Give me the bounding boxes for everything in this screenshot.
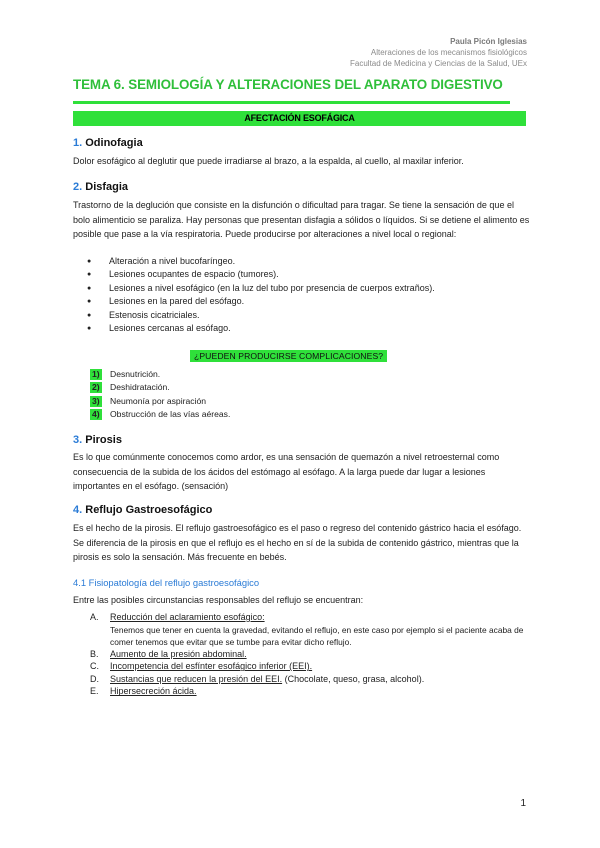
list-item: ● Lesiones en la pared del esófago. xyxy=(73,295,435,308)
item-number: 1) xyxy=(92,369,100,379)
subheading-fisiopatologia: 4.1 Fisiopatología del reflujo gastroesofágico xyxy=(73,577,260,588)
heading-number: 2. xyxy=(73,181,83,193)
paragraph-reflujo: Es el hecho de la pirosis. El reflujo gastroesofágico es el paso o regreso del contenido gástrico hacia el esófago. Se diferencia de la pirosis en que el reflujo es el hecho en sí de la subida de contenido gástrico, mientras que la pirosis es solo la sensación. Más frecuente en bebés. xyxy=(73,523,522,563)
page-number: 1 xyxy=(520,798,526,809)
disfagia-causes-list xyxy=(73,255,435,335)
list-item: ● Lesiones cercanas al esófago. xyxy=(73,322,435,335)
item-letter: B. xyxy=(90,648,99,659)
heading-number: 3. xyxy=(73,434,83,446)
item-text: Deshidratación. xyxy=(110,382,170,393)
item-number: 3) xyxy=(92,395,100,406)
item-text: Reducción del aclaramiento esofágico: xyxy=(110,612,265,622)
item-letter: C. xyxy=(90,661,99,672)
item-text: Aumento de la presión abdominal. xyxy=(110,648,247,659)
list-item xyxy=(90,660,530,673)
heading-text: Reflujo Gastroesofágico xyxy=(85,504,213,516)
item-letter: E. xyxy=(90,686,99,697)
item-text: Obstrucción de las vías aéreas. xyxy=(110,409,231,420)
header-author: Paula Picón Iglesias xyxy=(450,37,527,46)
section-banner: AFECTACIÓN ESOFÁGICA xyxy=(73,111,526,126)
heading-odinofagia xyxy=(73,137,143,149)
page-title: TEMA 6. SEMIOLOGÍA Y ALTERACIONES DEL APARATO DIGESTIVO xyxy=(73,77,503,92)
heading-reflujo xyxy=(73,504,212,516)
heading-text: Pirosis xyxy=(85,434,122,446)
complications-list xyxy=(90,368,230,422)
list-item xyxy=(90,395,230,408)
complications-question: ¿PUEDEN PRODUCIRSE COMPLICACIONES? xyxy=(190,350,387,362)
item-text: Desnutrición. xyxy=(110,369,161,379)
item-text: Neumonía por aspiración xyxy=(110,395,207,406)
item-number: 2) xyxy=(92,382,100,393)
item-note: Tenemos que tener en cuenta la gravedad, evitando el reflujo, en este caso por ejemplo si el paciente acaba de comer tenemos que evitar que se tumbe para evitar dicho reflujo. xyxy=(110,624,524,647)
heading-pirosis xyxy=(73,434,122,446)
item-number: 4) xyxy=(92,409,100,420)
item-text: Sustancias que reducen la presión del EEI. xyxy=(110,673,283,684)
list-item: ● Lesiones ocupantes de espacio (tumores). xyxy=(73,268,435,281)
list-item xyxy=(90,648,530,661)
list-item xyxy=(90,611,530,648)
title-divider xyxy=(73,101,510,104)
list-item: ● Lesiones a nivel esofágico (en la luz del tubo por presencia de cuerpos extraños). xyxy=(73,282,435,295)
list-item: ● Alteración a nivel bucofaríngeo. xyxy=(73,255,435,268)
page-header xyxy=(350,36,527,69)
item-letter: D. xyxy=(90,673,99,684)
item-extra: (Chocolate, queso, grasa, alcohol). xyxy=(282,673,425,684)
header-subject: Alteraciones de los mecanismos fisiológicos xyxy=(370,48,527,57)
list-item: ● Estenosis cicatriciales. xyxy=(73,309,435,322)
paragraph-pirosis: Es lo que comúnmente conocemos como ardor, es una sensación de quemazón a nivel retroesternal como consecuencia de la subida de los ácidos del estómago al esófago. A la larga puede dar lugar a lesiones importantes en el esófago. (sensación) xyxy=(73,452,500,492)
item-text: Hipersecreción ácida. xyxy=(110,686,197,697)
heading-disfagia xyxy=(73,181,128,193)
reflux-causes-list xyxy=(90,611,530,698)
header-faculty: Facultad de Medicina y Ciencias de la Salud, UEx xyxy=(350,59,527,68)
heading-number: 1. xyxy=(73,137,83,149)
item-text: Incompetencia del esfínter esofágico inferior (EEI). xyxy=(110,661,313,672)
paragraph-odinofagia: Dolor esofágico al deglutir que puede irradiarse al brazo, a la espalda, al cuello, al maxilar inferior. xyxy=(73,156,464,166)
heading-text: Odinofagia xyxy=(85,137,143,149)
heading-number: 4. xyxy=(73,504,83,516)
list-item xyxy=(90,408,230,421)
item-letter: A. xyxy=(90,612,99,622)
list-item xyxy=(90,685,530,698)
paragraph-disfagia: Trastorno de la deglución que consiste en la disfunción o dificultad para tragar. Se tiene la sensación de que el bolo alimenticio se paraliza. Hay personas que presentan disfagia a sólidos o líquidos. Si se detiene el alimento es posible que pase a la vía respiratoria. Puede producirse por alteraciones a nivel local o regional: xyxy=(73,200,530,240)
list-item xyxy=(90,368,230,381)
list-item xyxy=(90,673,530,686)
list-item xyxy=(90,381,230,394)
paragraph-intro: Entre las posibles circunstancias responsables del reflujo se encuentran: xyxy=(73,595,364,605)
heading-text: Disfagia xyxy=(85,181,129,193)
